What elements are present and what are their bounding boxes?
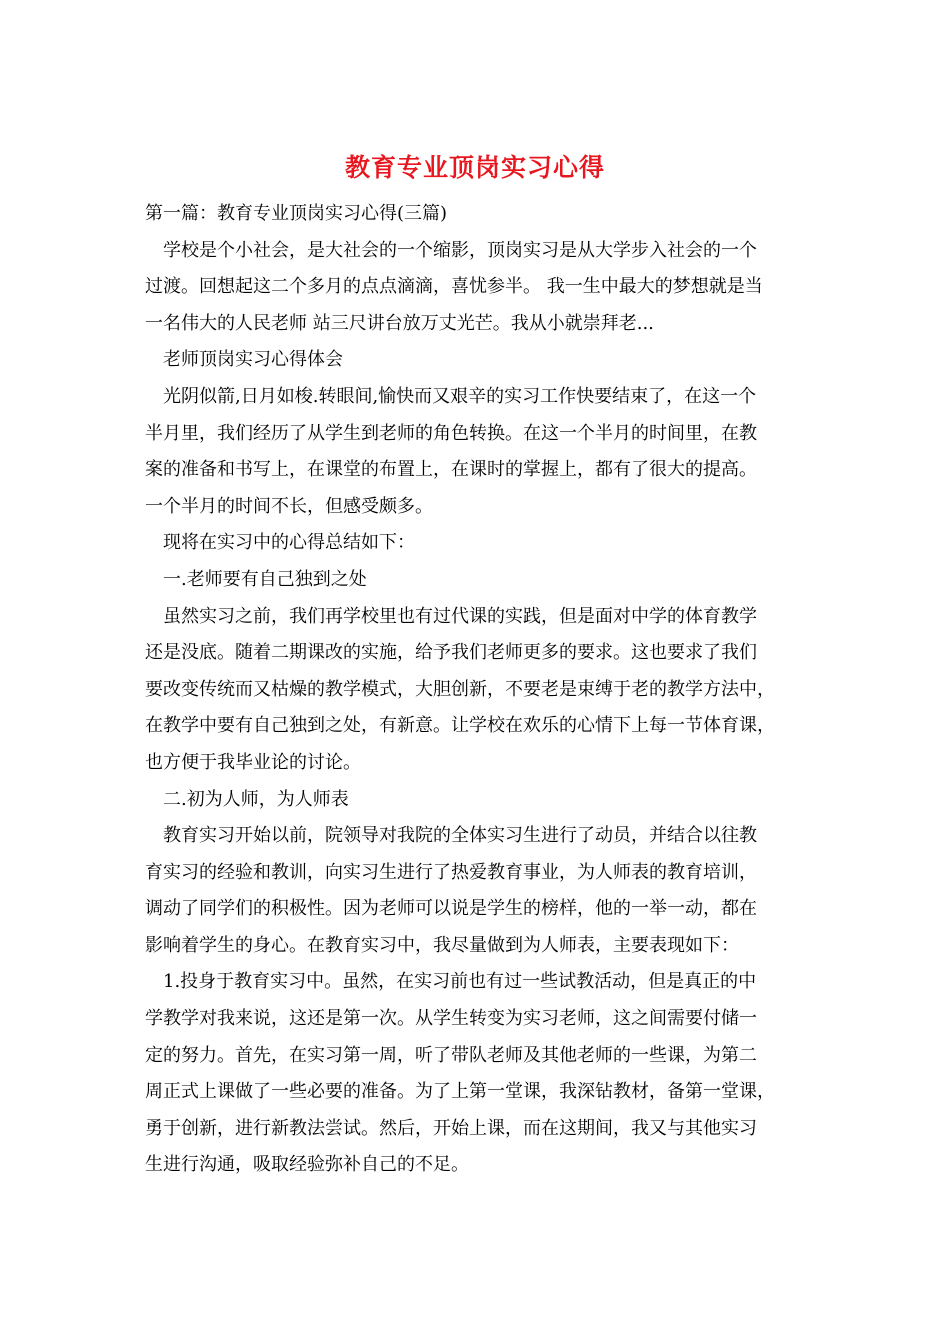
text-line: 一个半月的时间不长，但感受颇多。 xyxy=(145,495,433,517)
text-line: 第一篇：教育专业顶岗实习心得(三篇) xyxy=(145,203,448,224)
text-line: 虽然实习之前，我们再学校里也有过代课的实践，但是面对中学的体育教学 xyxy=(163,605,757,627)
text-line: 在教学中要有自己独到之处，有新意。让学校在欢乐的心情下上每一节体育课， xyxy=(145,715,775,737)
text-line: 周正式上课做了一些必要的准备。为了上第一堂课，我深钻教材，备第一堂课， xyxy=(145,1081,775,1103)
text-line: 要改变传统而又枯燥的教学模式，大胆创新，不要老是束缚于老的教学方法中， xyxy=(145,678,775,700)
text-line: 调动了同学们的积极性。因为老师可以说是学生的榜样，他的一举一动，都在 xyxy=(145,898,757,920)
text-line: 光阴似箭,日月如梭.转眼间,愉快而又艰辛的实习工作快要结束了，在这一个 xyxy=(163,385,757,407)
text-line: 学校是个小社会，是大社会的一个缩影，顶岗实习是从大学步入社会的一个 xyxy=(163,239,757,261)
text-line: 案的准备和书写上，在课堂的布置上，在课时的掌握上，都有了很大的提高。 xyxy=(145,459,757,481)
document-body xyxy=(145,196,810,1184)
text-line: 定的努力。首先，在实习第一周，听了带队老师及其他老师的一些课，为第二 xyxy=(145,1044,757,1066)
text-line: 育实习的经验和教训，向实习生进行了热爱教育事业，为人师表的教育培训， xyxy=(145,861,757,883)
text-line: 半月里，我们经历了从学生到老师的角色转换。在这一个半月的时间里，在教 xyxy=(145,422,757,444)
text-line: 二.初为人师，为人师表 xyxy=(163,788,349,810)
document-title: 教育专业顶岗实习心得 xyxy=(344,153,605,182)
text-line: 现将在实习中的心得总结如下： xyxy=(163,532,415,554)
text-line: 还是没底。随着二期课改的实施，给予我们老师更多的要求。这也要求了我们 xyxy=(145,642,757,664)
text-line: 也方便于我毕业论的讨论。 xyxy=(145,751,361,773)
text-line: 学教学对我来说，这还是第一次。从学生转变为实习老师，这之间需要付储一 xyxy=(145,1008,757,1030)
text-line: 一.老师要有自己独到之处 xyxy=(163,568,367,590)
text-line: 教育实习开始以前，院领导对我院的全体实习生进行了动员，并结合以往教 xyxy=(163,825,757,847)
text-line: 勇于创新，进行新教法尝试。然后，开始上课，而在这期间，我又与其他实习 xyxy=(145,1117,757,1139)
text-line: 1.投身于教育实习中。虽然，在实习前也有过一些试教活动，但是真正的中 xyxy=(163,971,757,993)
text-line: 一名伟大的人民老师 站三尺讲台放万丈光芒。我从小就崇拜老... xyxy=(145,312,654,334)
text-line: 生进行沟通，吸取经验弥补自己的不足。 xyxy=(145,1154,469,1176)
text-line: 老师顶岗实习心得体会 xyxy=(163,349,343,371)
text-line: 过渡。回想起这二个多月的点点滴滴，喜忧参半。 我一生中最大的梦想就是当 xyxy=(145,276,763,298)
text-line: 影响着学生的身心。在教育实习中，我尽量做到为人师表，主要表现如下： xyxy=(145,934,739,956)
